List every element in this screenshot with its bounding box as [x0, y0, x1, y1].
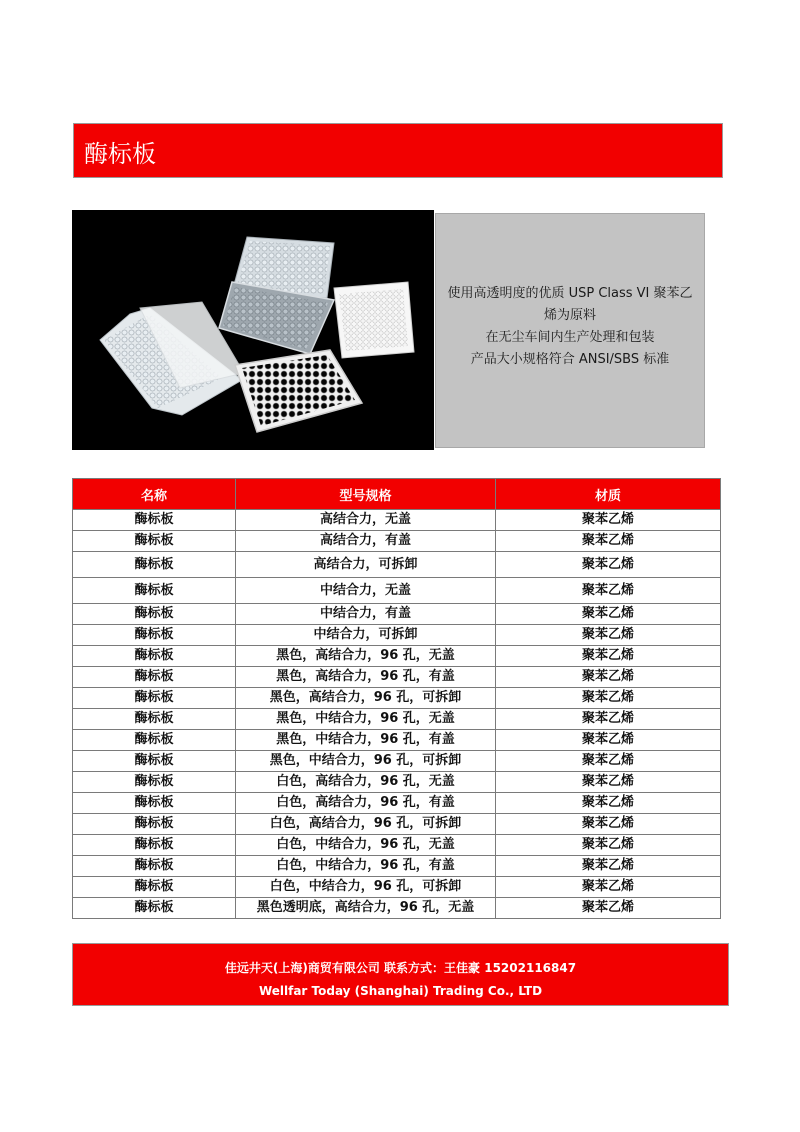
cell-material: 聚苯乙烯 — [496, 793, 721, 814]
cell-name: 酶标板 — [73, 625, 236, 646]
description-line-1: 使用高透明度的优质 USP Class VI 聚苯乙烯为原料 — [447, 285, 693, 323]
table-row — [73, 751, 721, 772]
cell-spec: 黑色，高结合力，96 孔，有盖 — [236, 667, 496, 688]
cell-material: 聚苯乙烯 — [496, 898, 721, 919]
cell-name: 酶标板 — [73, 814, 236, 835]
product-photo — [72, 210, 434, 450]
cell-material: 聚苯乙烯 — [496, 835, 721, 856]
table-row — [73, 898, 721, 919]
cell-spec: 黑色透明底，高结合力，96 孔，无盖 — [236, 898, 496, 919]
cell-name: 酶标板 — [73, 531, 236, 552]
cell-name: 酶标板 — [73, 898, 236, 919]
cell-spec: 白色，中结合力，96 孔，有盖 — [236, 856, 496, 877]
cell-material: 聚苯乙烯 — [496, 646, 721, 667]
cell-name: 酶标板 — [73, 667, 236, 688]
table-row — [73, 856, 721, 877]
table-row — [73, 835, 721, 856]
cell-material: 聚苯乙烯 — [496, 730, 721, 751]
header-name: 名称 — [73, 479, 236, 510]
cell-spec: 高结合力，可拆卸 — [236, 552, 496, 578]
cell-name: 酶标板 — [73, 772, 236, 793]
table-row — [73, 793, 721, 814]
cell-spec: 中结合力，可拆卸 — [236, 625, 496, 646]
cell-name: 酶标板 — [73, 709, 236, 730]
microplate-illustration — [72, 210, 434, 450]
table-row — [73, 877, 721, 898]
cell-name: 酶标板 — [73, 856, 236, 877]
cell-spec: 白色，高结合力，96 孔，无盖 — [236, 772, 496, 793]
cell-material: 聚苯乙烯 — [496, 510, 721, 531]
header-material: 材质 — [496, 479, 721, 510]
cell-name: 酶标板 — [73, 877, 236, 898]
title-banner — [73, 123, 723, 178]
cell-material: 聚苯乙烯 — [496, 531, 721, 552]
cell-name: 酶标板 — [73, 793, 236, 814]
cell-spec: 黑色，高结合力，96 孔，无盖 — [236, 646, 496, 667]
table-row — [73, 552, 721, 578]
table-row — [73, 688, 721, 709]
cell-material: 聚苯乙烯 — [496, 667, 721, 688]
table-row — [73, 772, 721, 793]
table-row — [73, 730, 721, 751]
cell-material: 聚苯乙烯 — [496, 625, 721, 646]
black-plate — [235, 350, 362, 432]
cell-name: 酶标板 — [73, 730, 236, 751]
table-row — [73, 667, 721, 688]
company-contact-line: 佳远井天(上海)商贸有限公司 联系方式：王佳豪 15202116847 — [224, 961, 577, 975]
cell-material: 聚苯乙烯 — [496, 814, 721, 835]
cell-name: 酶标板 — [73, 688, 236, 709]
page-title: 酶标板 — [84, 140, 156, 168]
product-spec-table — [72, 478, 721, 919]
table-row — [73, 510, 721, 531]
table-row — [73, 578, 721, 604]
table-row — [73, 604, 721, 625]
cell-spec: 白色，高结合力，96 孔，有盖 — [236, 793, 496, 814]
cell-spec: 高结合力，无盖 — [236, 510, 496, 531]
cell-spec: 黑色，中结合力，96 孔，无盖 — [236, 709, 496, 730]
white-plate — [334, 282, 414, 358]
description-panel — [435, 213, 705, 448]
table-row — [73, 625, 721, 646]
cell-spec: 黑色，中结合力，96 孔，有盖 — [236, 730, 496, 751]
cell-spec: 中结合力，有盖 — [236, 604, 496, 625]
table-row — [73, 646, 721, 667]
table-header-row — [73, 479, 721, 510]
cell-material: 聚苯乙烯 — [496, 751, 721, 772]
cell-material: 聚苯乙烯 — [496, 877, 721, 898]
cell-material: 聚苯乙烯 — [496, 578, 721, 604]
cell-name: 酶标板 — [73, 751, 236, 772]
footer-banner — [72, 943, 729, 1006]
cell-name: 酶标板 — [73, 552, 236, 578]
cell-name: 酶标板 — [73, 510, 236, 531]
cell-spec: 白色，高结合力，96 孔，可拆卸 — [236, 814, 496, 835]
cell-spec: 白色，中结合力，96 孔，无盖 — [236, 835, 496, 856]
header-model-spec: 型号规格 — [236, 479, 496, 510]
cell-material: 聚苯乙烯 — [496, 552, 721, 578]
cell-material: 聚苯乙烯 — [496, 604, 721, 625]
cell-name: 酶标板 — [73, 835, 236, 856]
company-english-name: Wellfar Today (Shanghai) Trading Co., LTD — [258, 984, 543, 998]
table-row — [73, 709, 721, 730]
description-line-3: 产品大小规格符合 ANSI/SBS 标准 — [470, 351, 670, 367]
table-row — [73, 531, 721, 552]
table-row — [73, 814, 721, 835]
cell-spec: 黑色，中结合力，96 孔，可拆卸 — [236, 751, 496, 772]
cell-name: 酶标板 — [73, 604, 236, 625]
cell-material: 聚苯乙烯 — [496, 709, 721, 730]
cell-material: 聚苯乙烯 — [496, 856, 721, 877]
description-line-2: 在无尘车间内生产处理和包装 — [485, 329, 655, 345]
cell-material: 聚苯乙烯 — [496, 688, 721, 709]
cell-name: 酶标板 — [73, 646, 236, 667]
cell-spec: 高结合力，有盖 — [236, 531, 496, 552]
cell-spec: 白色，中结合力，96 孔，可拆卸 — [236, 877, 496, 898]
cell-spec: 中结合力，无盖 — [236, 578, 496, 604]
cell-name: 酶标板 — [73, 578, 236, 604]
cell-material: 聚苯乙烯 — [496, 772, 721, 793]
cell-spec: 黑色，高结合力，96 孔，可拆卸 — [236, 688, 496, 709]
